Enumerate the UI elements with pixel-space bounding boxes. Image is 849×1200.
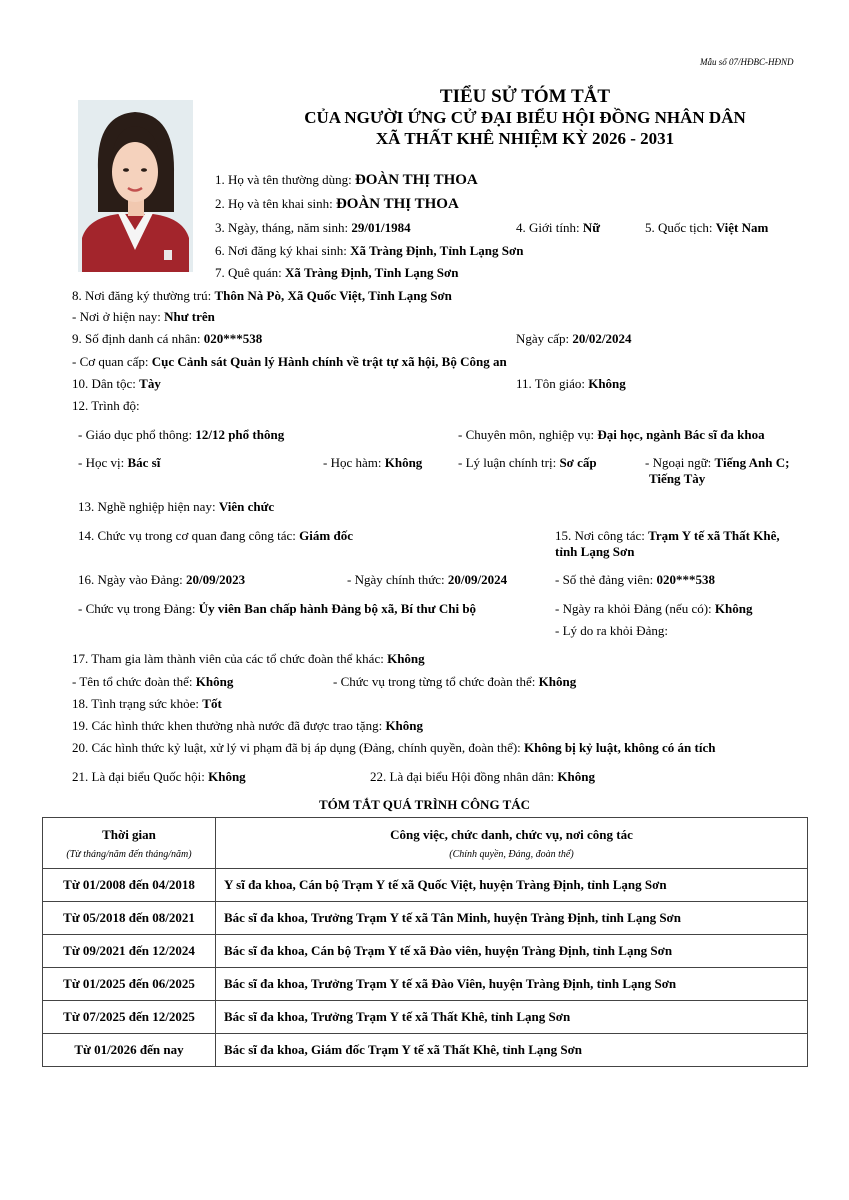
hometown-field: 7. Quê quán: Xã Tràng Định, Tỉnh Lạng Sơn <box>215 265 459 280</box>
current-residence-field: - Nơi ở hiện nay: Như trên <box>72 309 215 324</box>
row-period: Từ 01/2008 đến 04/2018 <box>43 869 216 902</box>
row-period: Từ 01/2025 đến 06/2025 <box>43 968 216 1001</box>
column-header-period: Thời gian (Từ tháng/năm đến tháng/năm) <box>43 818 216 869</box>
common-name-field: 1. Họ và tên thường dùng: ĐOÀN THỊ THOA <box>215 172 478 188</box>
row-description: Bác sĩ đa khoa, Cán bộ Trạm Y tế xã Đào viên, huyện Tràng Định, tỉnh Lạng Sơn <box>216 935 808 968</box>
political-theory-field: - Lý luận chính trị: Sơ cấp <box>458 455 597 470</box>
religion-field: 11. Tôn giáo: Không <box>516 376 626 391</box>
title-line-1: TIỂU SỬ TÓM TẮT <box>439 86 611 107</box>
portrait-photo <box>78 100 193 272</box>
table-row <box>43 869 808 902</box>
row-description: Bác sĩ đa khoa, Trưởng Trạm Y tế xã Thất Khê, tỉnh Lạng Sơn <box>216 1001 808 1034</box>
party-card-field: - Số thẻ đảng viên: 020***538 <box>555 572 715 587</box>
id-number-field: 9. Số định danh cá nhân: 020***538 <box>72 331 263 346</box>
occupation-field: 13. Nghề nghiệp hiện nay: Viên chức <box>78 499 275 514</box>
row-description: Bác sĩ đa khoa, Giám đốc Trạm Y tế xã Thất Khê, tỉnh Lạng Sơn <box>216 1034 808 1067</box>
work-history-table <box>42 817 808 1067</box>
row-description: Bác sĩ đa khoa, Trưởng Trạm Y tế xã Đào Viên, huyện Tràng Định, tỉnh Lạng Sơn <box>216 968 808 1001</box>
academic-title-field: - Học hàm: Không <box>323 455 423 470</box>
row-description: Bác sĩ đa khoa, Trưởng Trạm Y tế xã Tân Minh, huyện Tràng Định, tỉnh Lạng Sơn <box>216 902 808 935</box>
degree-field: - Học vị: Bác sĩ <box>78 455 161 470</box>
birth-date-field: 3. Ngày, tháng, năm sinh: 29/01/1984 <box>215 220 411 235</box>
council-delegate-field: 22. Là đại biểu Hội đồng nhân dân: Không <box>370 769 595 784</box>
workplace-field-cont: tỉnh Lạng Sơn <box>555 544 635 559</box>
discipline-field: 20. Các hình thức kỷ luật, xử lý vi phạm đã bị áp dụng (Đảng, chính quyền, đoàn thể): Không bị kỷ luật, không có án tích <box>72 740 716 755</box>
form-number: Mẫu số 07/HĐBC-HĐND <box>700 57 794 67</box>
table-row <box>43 968 808 1001</box>
work-history-title: TÓM TẮT QUÁ TRÌNH CÔNG TÁC <box>318 797 531 812</box>
ethnicity-field: 10. Dân tộc: Tày <box>72 376 161 391</box>
party-join-date-field: 16. Ngày vào Đảng: 20/09/2023 <box>78 572 246 587</box>
gender-field: 4. Giới tính: Nữ <box>516 220 601 235</box>
national-assembly-field: 21. Là đại biểu Quốc hội: Không <box>72 769 246 784</box>
row-period: Từ 01/2026 đến nay <box>43 1034 216 1067</box>
birth-registration-field: 6. Nơi đăng ký khai sinh: Xã Tràng Định, Tỉnh Lạng Sơn <box>215 243 524 258</box>
position-field: 14. Chức vụ trong cơ quan đang công tác: Giám đốc <box>78 528 353 543</box>
party-leave-reason-field: - Lý do ra khỏi Đảng: <box>555 623 669 638</box>
awards-field: 19. Các hình thức khen thưởng nhà nước đã được trao tặng: Không <box>72 718 424 733</box>
row-period: Từ 05/2018 đến 08/2021 <box>43 902 216 935</box>
title-line-3: XÃ THẤT KHÊ NHIỆM KỲ 2026 - 2031 <box>375 129 675 148</box>
health-field: 18. Tình trạng sức khỏe: Tốt <box>72 696 222 711</box>
table-header-row <box>43 818 808 869</box>
education-heading: 12. Trình độ: <box>72 398 140 413</box>
table-row <box>43 935 808 968</box>
table-row <box>43 1034 808 1067</box>
title-line-2: CỦA NGƯỜI ỨNG CỬ ĐẠI BIỂU HỘI ĐỒNG NHÂN DÂN <box>304 108 746 127</box>
party-official-date-field: - Ngày chính thức: 20/09/2024 <box>347 572 508 587</box>
row-period: Từ 09/2021 đến 12/2024 <box>43 935 216 968</box>
id-issuer-field: - Cơ quan cấp: Cục Cảnh sát Quản lý Hành chính về trật tự xã hội, Bộ Công an <box>72 354 507 369</box>
party-position-field: - Chức vụ trong Đảng: Ủy viên Ban chấp hành Đảng bộ xã, Bí thư Chi bộ <box>78 601 477 616</box>
organization-position-field: - Chức vụ trong từng tổ chức đoàn thể: Không <box>333 674 577 689</box>
organization-name-field: - Tên tổ chức đoàn thể: Không <box>72 674 234 689</box>
row-description: Y sĩ đa khoa, Cán bộ Trạm Y tế xã Quốc Việt, huyện Tràng Định, tỉnh Lạng Sơn <box>216 869 808 902</box>
table-row <box>43 1001 808 1034</box>
table-row <box>43 902 808 935</box>
permanent-residence-field: 8. Nơi đăng ký thường trú: Thôn Nà Pò, Xã Quốc Việt, Tỉnh Lạng Sơn <box>72 288 452 303</box>
organizations-field: 17. Tham gia làm thành viên của các tổ chức đoàn thể khác: Không <box>72 651 425 666</box>
foreign-language-field-cont: Tiếng Tày <box>649 471 706 486</box>
specialty-field: - Chuyên môn, nghiệp vụ: Đại học, ngành Bác sĩ đa khoa <box>458 427 765 442</box>
nationality-field: 5. Quốc tịch: Việt Nam <box>645 220 769 235</box>
row-period: Từ 07/2025 đến 12/2025 <box>43 1001 216 1034</box>
workplace-field: 15. Nơi công tác: Trạm Y tế xã Thất Khê, <box>555 528 780 543</box>
id-issue-date-field: Ngày cấp: 20/02/2024 <box>516 331 632 346</box>
birth-name-field: 2. Họ và tên khai sinh: ĐOÀN THỊ THOA <box>215 196 459 212</box>
foreign-language-field: - Ngoại ngữ: Tiếng Anh C; <box>645 455 790 470</box>
party-leave-date-field: - Ngày ra khỏi Đảng (nếu có): Không <box>555 601 753 616</box>
column-header-description: Công việc, chức danh, chức vụ, nơi công tác (Chính quyền, Đảng, đoàn thể) <box>216 818 808 869</box>
general-education-field: - Giáo dục phổ thông: 12/12 phổ thông <box>78 427 285 442</box>
